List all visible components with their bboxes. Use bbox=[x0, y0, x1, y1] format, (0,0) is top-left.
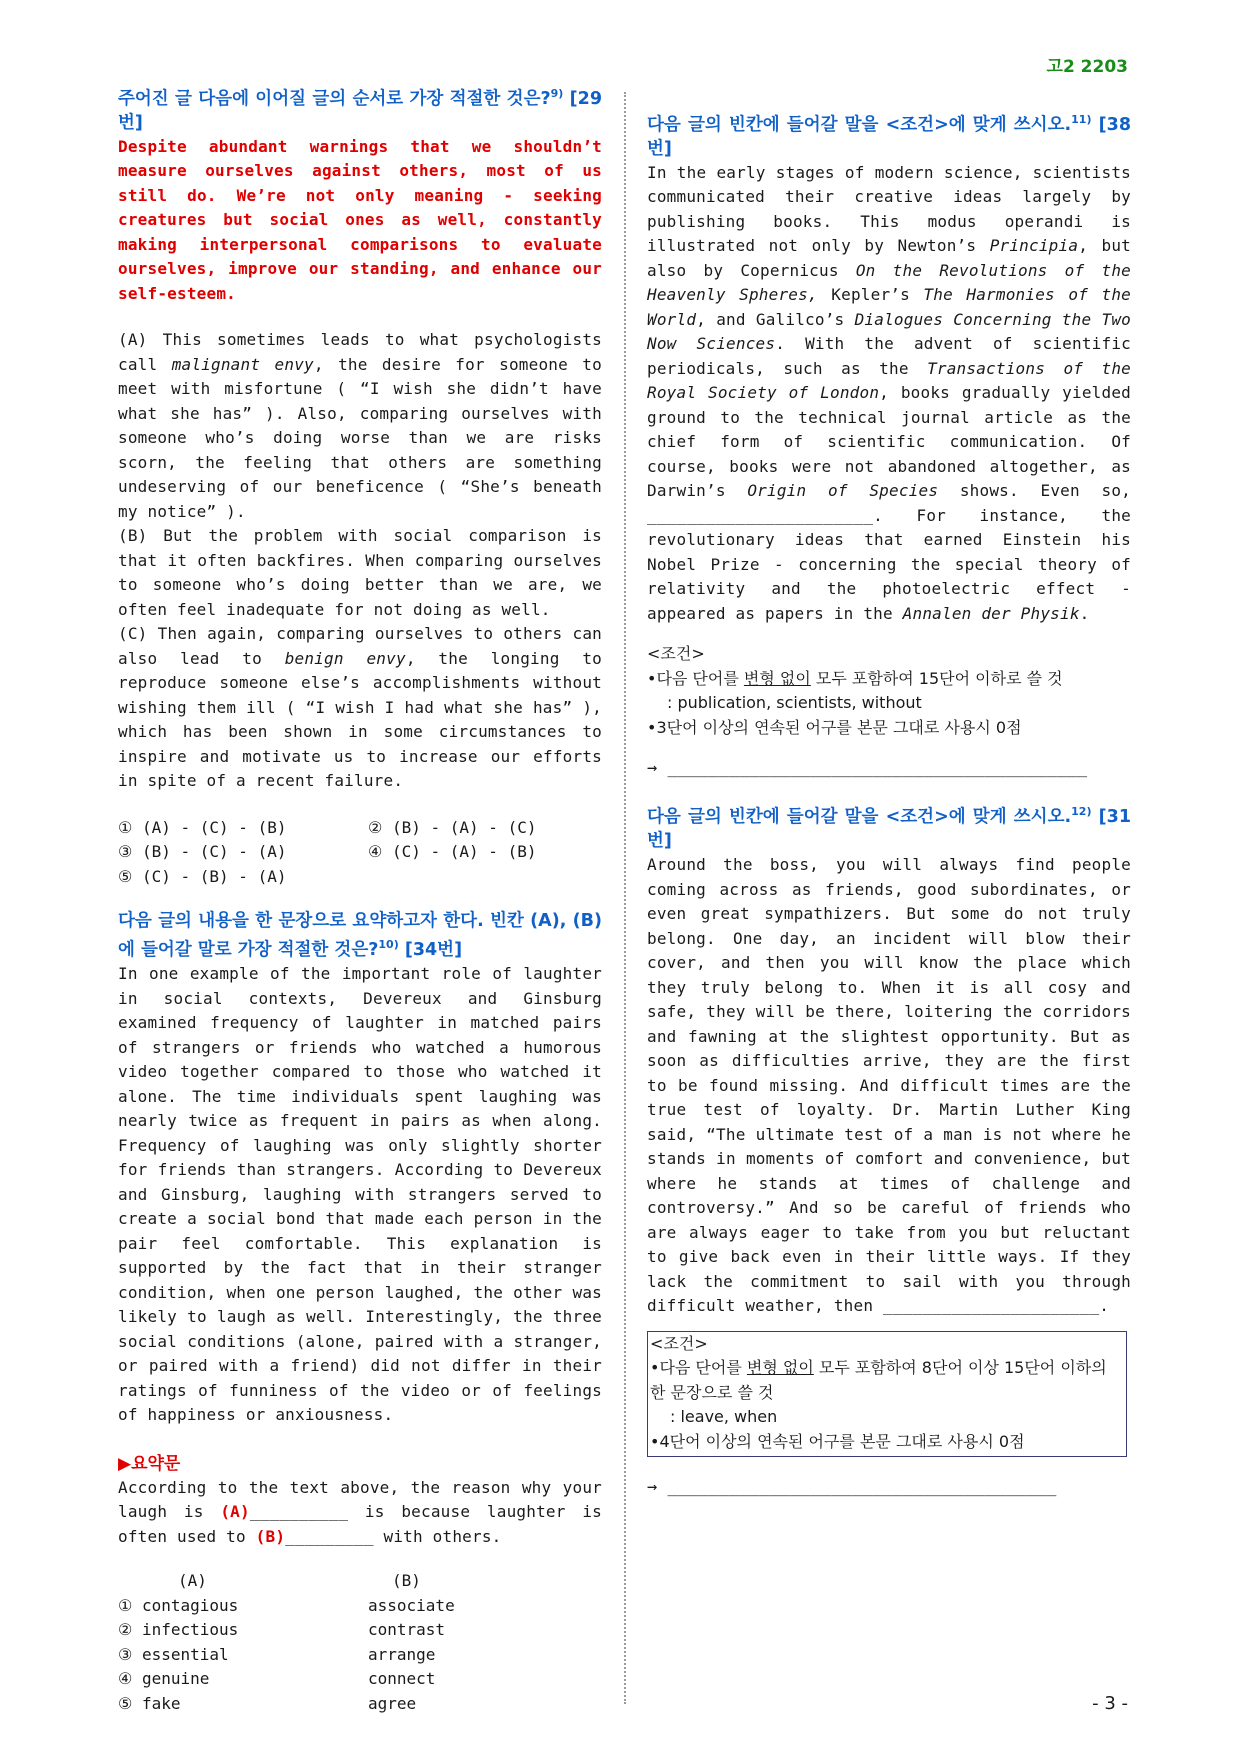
condition-1-words: : publication, scientists, without bbox=[667, 693, 922, 713]
blank-a-label: (A) bbox=[220, 1502, 250, 1522]
choice-3-b: arrange bbox=[368, 1644, 436, 1664]
condition-1: •다음 단어를 변형 없이 모두 포함하여 15단어 이하로 쓸 것 bbox=[647, 668, 1063, 688]
column-header-b: (B) bbox=[392, 1571, 421, 1591]
question-29 bbox=[118, 82, 602, 889]
footnote-ref: 11) bbox=[1071, 113, 1092, 126]
question-34 bbox=[118, 909, 602, 1716]
condition-1-words: : leave, when bbox=[670, 1407, 778, 1427]
page-number: - 3 - bbox=[1092, 1693, 1128, 1714]
question-title: 주어진 글 다음에 이어질 글의 순서로 가장 적절한 것은?$^{9)}$ [29번] bbox=[118, 87, 602, 133]
left-column bbox=[118, 82, 602, 1716]
passage: In one example of the important role of laughter in social contexts, Devereux and Ginsburg examined frequency of laughter in matched pairs of strangers or friends who watched a humorous video together compared to those who watched it alone. The time individuals spent laughing was nearly twice as frequent in pairs as when along. Frequency of laughing was only slightly shorter for friends than strangers. According to Devereux and Ginsburg, laughing with strangers served to create a social bond that made each person in the pair feel comfortable. This explanation is supported by the fact that in their stranger condition, when one person laughed, the other was likely to laugh as well. Interestingly, the three social conditions (alone, paired with a stranger, or paired with a friend) did not differ in their ratings of funniness of the video or of feelings of happiness or anxiousness. bbox=[118, 964, 602, 1425]
answer-line[interactable]: → ______________________________________ bbox=[647, 1477, 1057, 1498]
answer-line[interactable]: → _________________________________________ bbox=[647, 758, 1088, 779]
paragraph-b: (B) But the problem with social comparison is that it often backfires. When comparing ourselves to someone who’s doing better than we are, we often feel inadequate for not doing as well. bbox=[118, 526, 602, 619]
question-number: [29번] bbox=[118, 88, 602, 133]
paragraph-a: (A) This sometimes leads to what psychologists call malignant envy, the desire for someone to meet with misfortune ( “I wish she didn’t have what she has” ). Also, comparing ourselves with someone who’s doing worse than we are risks scorn, the feeling that others are something undeserving of our beneficence ( “She’s beneath my notice” ). bbox=[118, 330, 602, 521]
question-title: 다음 글의 빈칸에 들어갈 말을 <조건>에 맞게 쓰시오.$^{12)}$ [31번] bbox=[647, 805, 1131, 852]
choice-5[interactable]: ⑤ fake bbox=[118, 1693, 181, 1713]
question-31 bbox=[647, 800, 1131, 1497]
question-title: 다음 글의 내용을 한 문장으로 요약하고자 한다. 빈칸 (A), (B)에 들어갈 말로 가장 적절한 것은?$^{10)}$ [34번] bbox=[118, 911, 602, 961]
passage: In the early stages of modern science, scientists communicated their creative ideas largely by publishing books. This modus operandi is illustrated not only by Newton’s Principia, but also by Copernicus On the Revolutions of the Heavenly Spheres, Kepler’s The Harmonies of the World, and Galilco’s Dialogues Concerning the Two Now Sciences. With the advent of scientific periodicals, such as the Transactions of the Royal Society of London, books gradually yielded ground to the technical journal article as the chief form of scientific communication. Of course, books were not abandoned altogether, as Darwin’s Origin of Species shows. Even so, _______________________. For instance, the revolutionary ideas that earned Einstein his Nobel Prize - concerning the special theory of relativity and the photoelectric effect - appeared as papers in the Annalen der Physik. bbox=[647, 162, 1132, 623]
choice-4-b: connect bbox=[368, 1669, 436, 1689]
choice-4[interactable]: ④ (C) - (A) - (B) bbox=[368, 842, 537, 862]
question-number: [34번] bbox=[404, 940, 463, 961]
choice-4[interactable]: ④ genuine bbox=[118, 1669, 210, 1689]
choice-5-b: agree bbox=[368, 1693, 417, 1713]
footnote-ref: 10) bbox=[378, 938, 399, 952]
conditions-box bbox=[647, 1331, 1127, 1458]
conditions-heading: <조건> bbox=[647, 644, 705, 664]
choice-5[interactable]: ⑤ (C) - (B) - (A) bbox=[118, 866, 287, 886]
given-passage: Despite abundant warnings that we shouldn’t measure ourselves against others, most of us still do. We’re not only meaning - seeking creatures but social ones as well, constantly making interpersonal comparisons to evaluate ourselves, improve our standing, and enhance our self-esteem. bbox=[118, 136, 602, 303]
column-header-a: (A) bbox=[178, 1571, 207, 1591]
choice-1-b: associate bbox=[368, 1595, 455, 1615]
blank-b-line: _________ bbox=[285, 1526, 374, 1546]
choice-2-b: contrast bbox=[368, 1620, 446, 1640]
conditions bbox=[647, 642, 1131, 740]
header-code: 고2 2203 bbox=[1046, 57, 1128, 77]
question-number: [38번] bbox=[647, 114, 1131, 159]
condition-2: •3단어 이상의 연속된 어구를 본문 그대로 사용시 0점 bbox=[647, 717, 1022, 737]
footnote-ref: 9) bbox=[550, 87, 564, 100]
choice-3[interactable]: ③ (B) - (C) - (A) bbox=[118, 842, 287, 862]
blank-b-label: (B) bbox=[255, 1526, 286, 1546]
choice-2[interactable]: ② (B) - (A) - (C) bbox=[368, 817, 537, 837]
condition-1: •다음 단어를 변형 없이 모두 포함하여 8단어 이상 15단어 이하의 한 문장으로 쓸 것 bbox=[650, 1358, 1107, 1402]
condition-2: •4단어 이상의 연속된 어구를 본문 그대로 사용시 0점 bbox=[650, 1431, 1025, 1451]
paragraph-c: (C) Then again, comparing ourselves to others can also lead to benign envy, the longing to reproduce someone else’s accomplishments without wishing them ill ( “I wish I had what she has” ), which has been shown in some circumstances to inspire and motivate us to increase our efforts in spite of a recent failure. bbox=[118, 624, 602, 791]
column-divider bbox=[624, 92, 626, 1704]
choice-2[interactable]: ② infectious bbox=[118, 1620, 239, 1640]
choice-table bbox=[118, 1569, 602, 1716]
choice-1[interactable]: ① contagious bbox=[118, 1595, 239, 1615]
choice-1[interactable]: ① (A) - (C) - (B) bbox=[118, 817, 287, 837]
conditions-heading: <조건> bbox=[650, 1333, 708, 1353]
question-number: [31번] bbox=[647, 807, 1131, 852]
question-38 bbox=[647, 108, 1131, 778]
choice-list bbox=[118, 816, 602, 890]
blank-a-line: __________ bbox=[249, 1502, 349, 1522]
question-title: 다음 글의 빈칸에 들어갈 말을 <조건>에 맞게 쓰시오.$^{11)}$ [38번] bbox=[647, 113, 1131, 159]
summary-heading: ▶요약문 bbox=[118, 1453, 181, 1474]
passage: Around the boss, you will always find people coming across as friends, good subordinates, or even great sympathizers. But some do not truly belong. One day, an incident will blow their cover, and then you will know the place which they truly belong to. When it is all cosy and safe, they will be there, loitering the corridors and fawning at the slightest opportunity. But as soon as difficulties arrive, they are the first to be found missing. And difficult times are the true test of loyalty. Dr. Martin Luther King said, “The ultimate test of a man is not where he stands in moments of comfort and convenience, but where he stands at times of challenge and controversy.” And so be careful of friends who are always eager to take from you but reluctant to give back even in their little ways. If they lack the commitment to sail with you through difficult weather, then ______________________. bbox=[647, 855, 1131, 1316]
footnote-ref: 12) bbox=[1071, 805, 1092, 819]
right-column bbox=[647, 108, 1131, 1497]
summary-sentence: According to the text above, the reason why your laugh is (A)__________ is because laughter is often used to (B)_________ with others. bbox=[118, 1477, 603, 1546]
choice-3[interactable]: ③ essential bbox=[118, 1644, 229, 1664]
